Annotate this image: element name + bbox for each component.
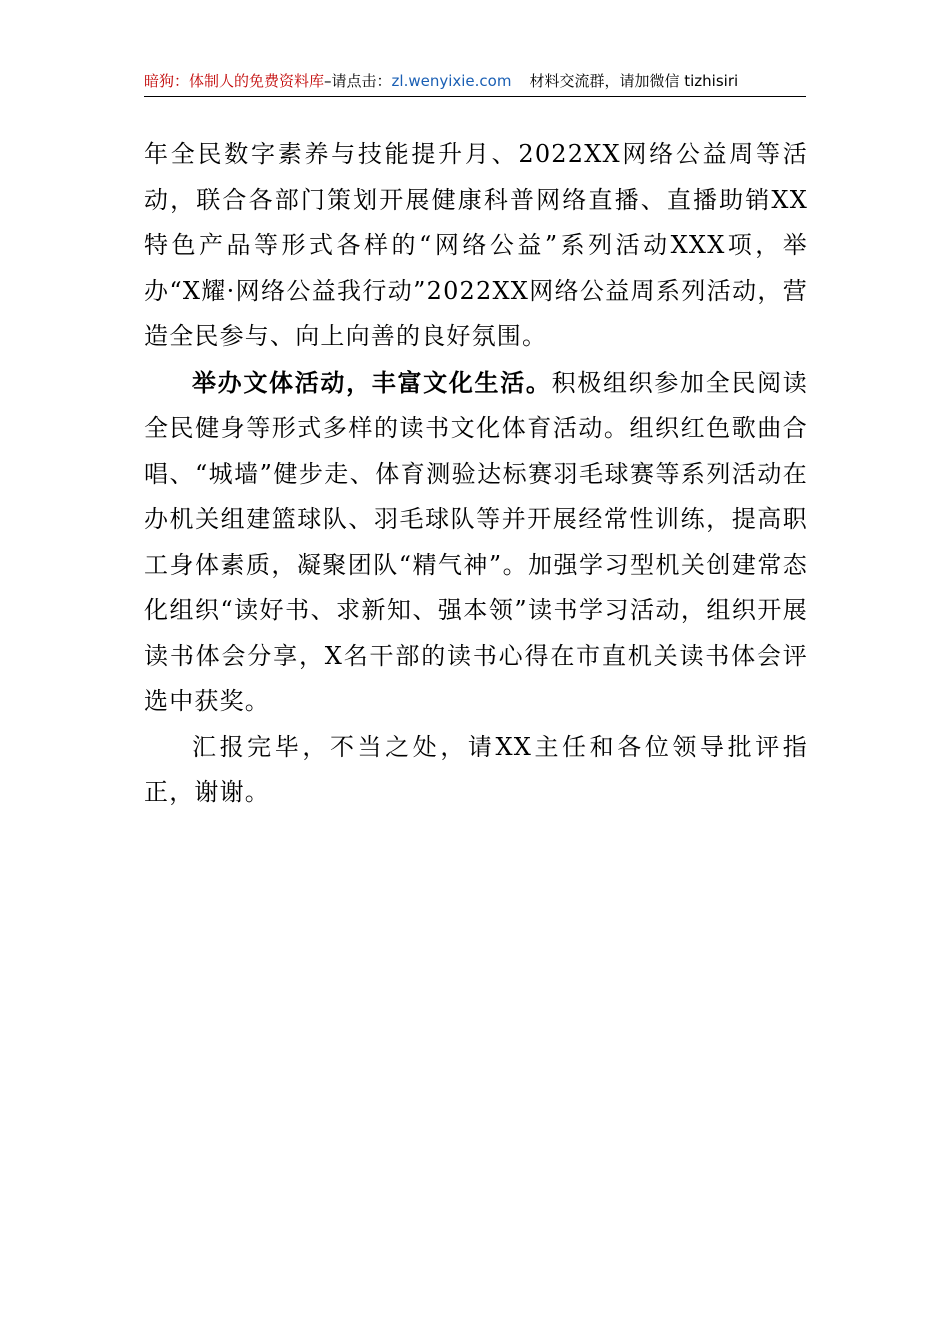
paragraph-lead-heading: 举办文体活动，丰富文化生活。 — [192, 367, 552, 397]
paragraph-closing — [144, 725, 808, 816]
header-cta: –请点击： — [324, 72, 392, 90]
paragraph-continued — [144, 132, 808, 360]
header-url-link[interactable]: zl.wenyixie.com — [391, 72, 512, 90]
paragraph-culture-sports — [144, 360, 808, 725]
paragraph-text: 积极组织参加全民阅读全民健身等形式多样的读书文化体育活动。组织红色歌曲合唱、“城墙”健步走、体育测验达标赛羽毛球赛等系列活动在办机关组建篮球队、羽毛球队等并开展经常性训练，提高职工身体素质，凝聚团队“精气神”。加强学习型机关创建常态化组织“读好书、求新知、强本领”读书学习活动，组织开展读书体会分享，X名干部的读书心得在市直机关读书体会评选中获奖。 — [144, 368, 808, 715]
page-header — [144, 70, 806, 97]
paragraph-text: 汇报完毕，不当之处，请XX主任和各位领导批评指正，谢谢。 — [144, 732, 808, 806]
paragraph-text: 年全民数字素养与技能提升月、2022XX网络公益周等活动，联合各部门策划开展健康科普网络直播、直播助销XX特色产品等形式各样的“网络公益”系列活动XXX项，举办“X耀·网络公益我行动”2022XX网络公益周系列活动，营造全民参与、向上向善的良好氛围。 — [144, 140, 808, 350]
header-brand: 暗狗：体制人的免费资料库 — [144, 72, 325, 90]
document-body — [144, 132, 808, 816]
header-contact: 材料交流群，请加微信 tizhisiri — [529, 72, 739, 90]
